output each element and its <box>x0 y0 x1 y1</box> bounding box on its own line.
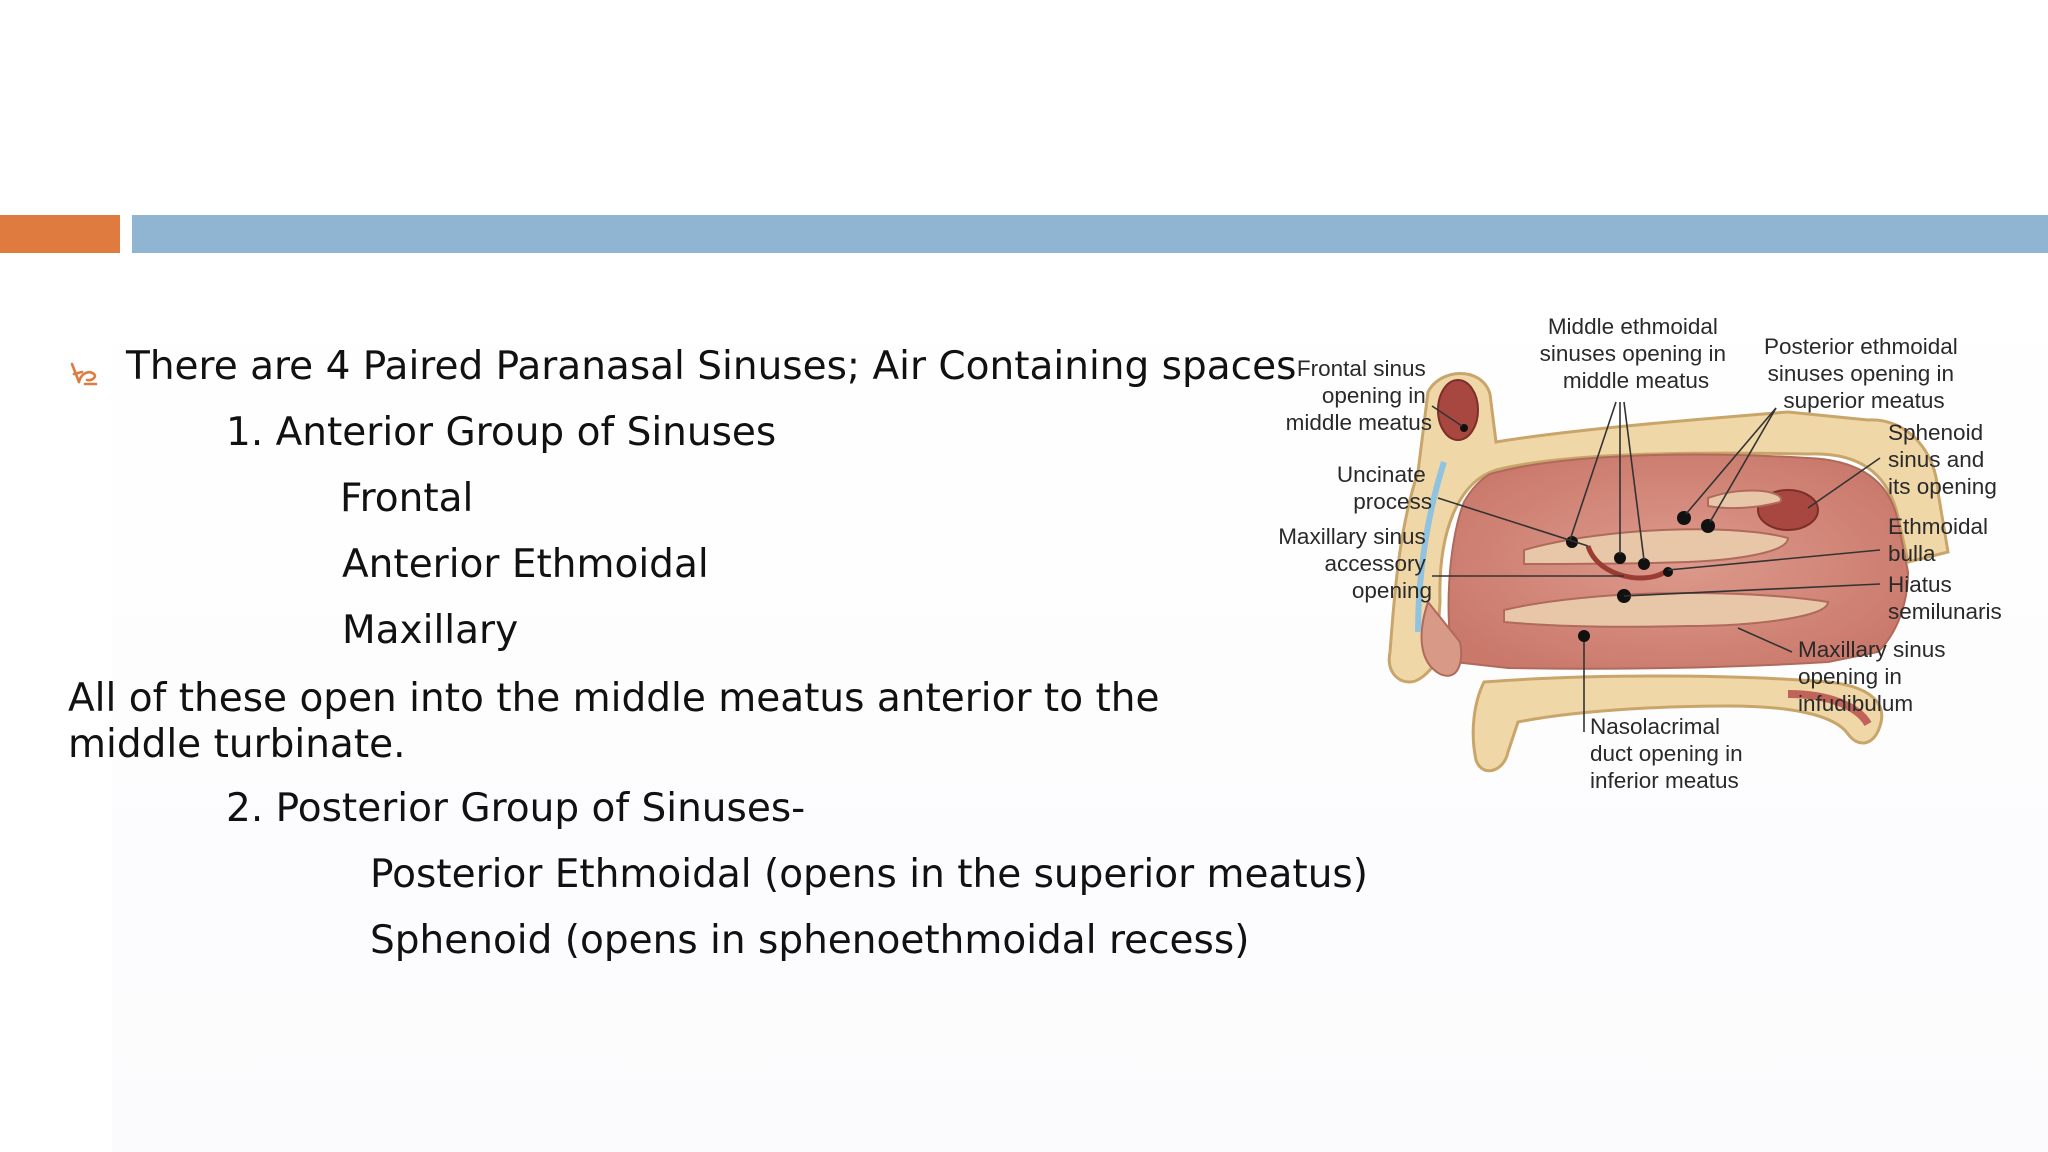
label-ethmoidal-bulla: Ethmoidal bulla <box>1888 514 1989 566</box>
label-uncinate: Uncinate process <box>1336 462 1432 514</box>
anterior-item-maxillary: Maxillary <box>342 608 519 653</box>
label-sphenoid: Sphenoid sinus and its opening <box>1888 420 1997 499</box>
label-nasolacrimal: Nasolacrimal duct opening in inferior meatus <box>1590 714 1743 793</box>
decorative-bullet-icon <box>66 356 100 390</box>
label-frontal-sinus: Frontal sinus opening in middle meatus <box>1285 356 1432 435</box>
nasal-cavity-diagram <box>1268 302 2028 802</box>
anterior-note: All of these open into the middle meatus anterior to the middle turbinate. <box>68 676 1160 767</box>
label-hiatus-semilunaris: Hiatus semilunaris <box>1888 572 2002 624</box>
anterior-heading: 1. Anterior Group of Sinuses <box>226 410 777 455</box>
posterior-item-sphenoid: Sphenoid (opens in sphenoethmoidal recess) <box>370 918 1250 963</box>
label-maxillary-accessory: Maxillary sinus accessory opening <box>1278 524 1432 603</box>
posterior-heading: 2. Posterior Group of Sinuses- <box>226 786 806 831</box>
anterior-item-frontal: Frontal <box>340 476 474 521</box>
label-posterior-ethmoidal: Posterior ethmoidal sinuses opening in superior meatus <box>1763 334 1958 413</box>
frontal-sinus <box>1438 380 1478 440</box>
accent-bar-orange <box>0 215 120 253</box>
posterior-item-ethmoidal: Posterior Ethmoidal (opens in the superior meatus) <box>370 852 1368 897</box>
intro-text: There are 4 Paired Paranasal Sinuses; Air Containing spaces <box>126 344 1297 389</box>
anterior-item-anterior-ethmoidal: Anterior Ethmoidal <box>342 542 709 587</box>
label-middle-ethmoidal: Middle ethmoidal sinuses opening in middle meatus <box>1539 314 1727 393</box>
accent-bar-blue <box>132 215 2048 253</box>
label-maxillary-infundibulum: Maxillary sinus opening in infudibulum <box>1798 637 1946 716</box>
